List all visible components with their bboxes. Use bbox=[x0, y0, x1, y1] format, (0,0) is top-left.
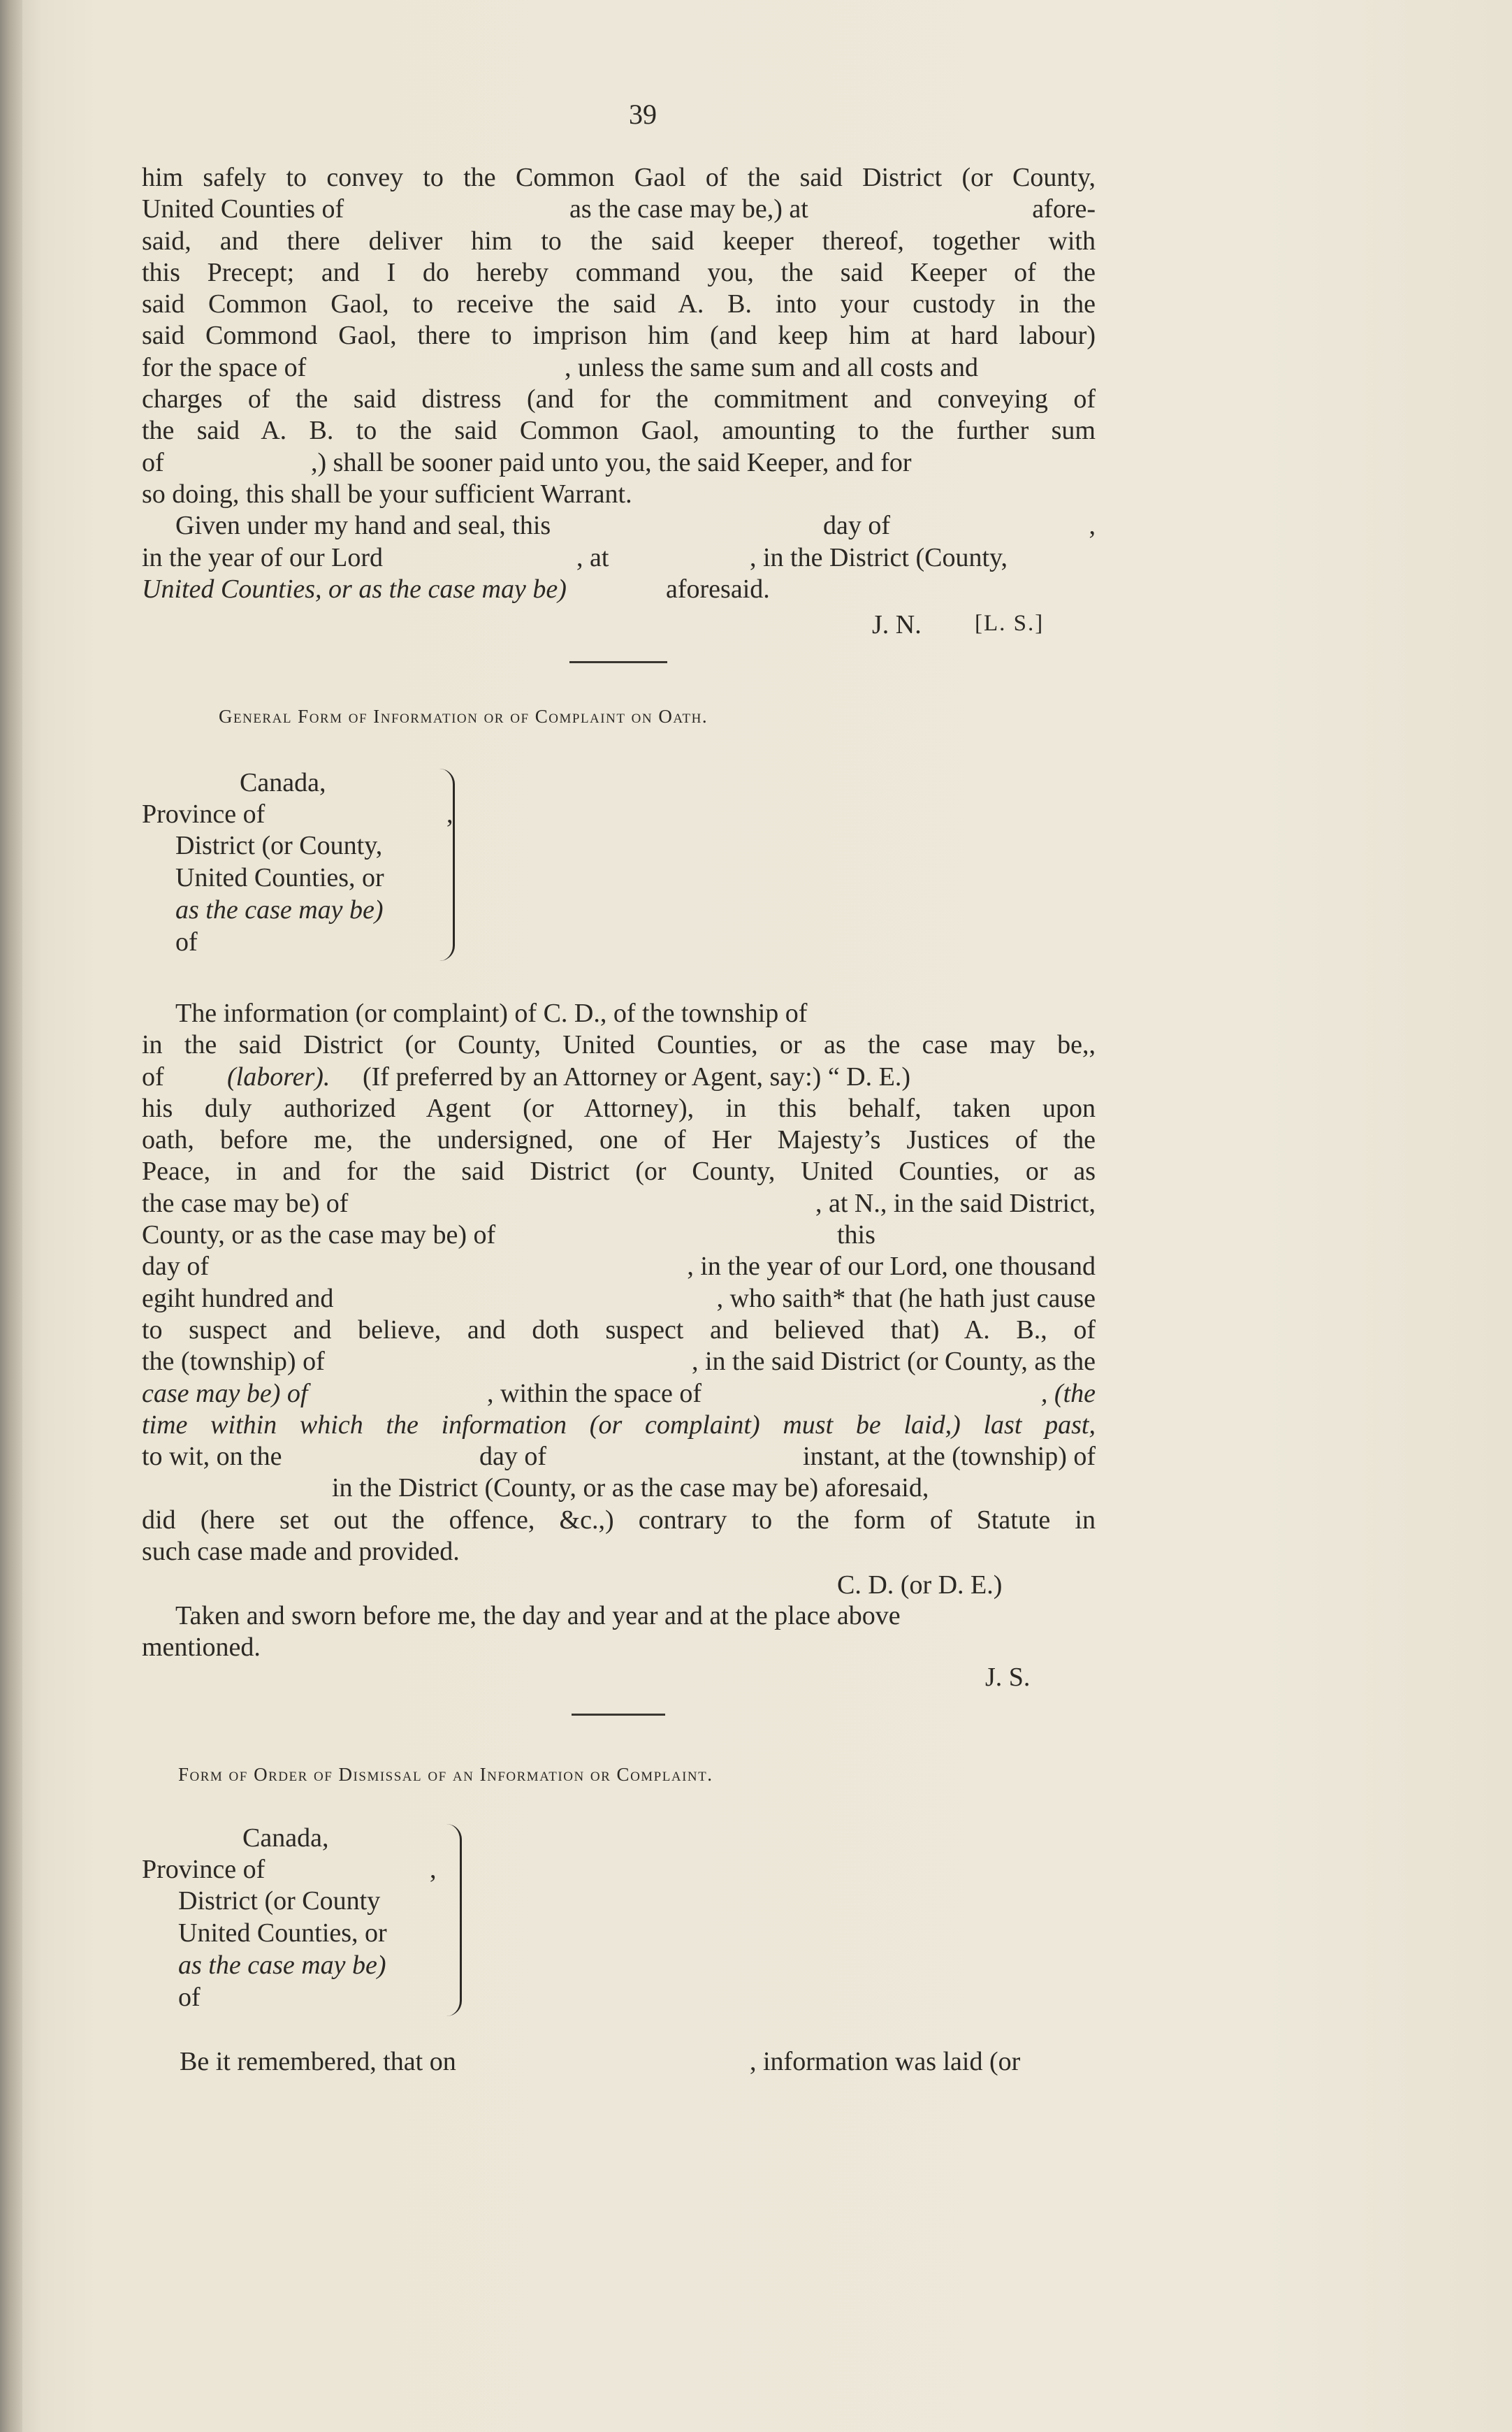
sworn-clause bbox=[142, 1600, 1096, 1664]
warrant-line-1: him safely to convey to the Common Gaol of the said District (or County, bbox=[142, 163, 1096, 192]
warrant-line-6: said Commond Gaol, there to imprison him (and keep him at hard labour) bbox=[142, 321, 1096, 351]
sworn-line-2: mentioned. bbox=[142, 1633, 261, 1663]
info-line-2: in the said District (or County, United Counties, or as the case may be,, bbox=[142, 1030, 1096, 1060]
warrant-line-4: this Precept; and I do hereby command you, the said Keeper of the bbox=[142, 257, 1096, 287]
warrant-line-9: the said A. B. to the said Common Gaol, amounting to the further sum bbox=[142, 416, 1096, 446]
page-number: 39 bbox=[629, 99, 657, 130]
book-spine-shadow bbox=[0, 0, 22, 2432]
warrant-line-5: said Common Gaol, to receive the said A. B. into your custody in the bbox=[142, 289, 1096, 319]
informant-signature: C. D. (or D. E.) bbox=[837, 1570, 1003, 1600]
caption-brace-2 bbox=[442, 1824, 462, 2016]
seal-mark: [L. S.] bbox=[975, 611, 1045, 636]
info-line-10: egiht hundred and , who saith* that (he hath just cause bbox=[142, 1283, 1096, 1313]
warrant-line-7: for the space of , unless the same sum and all costs and bbox=[142, 352, 979, 382]
section-heading-dismissal: Form of Order of Dismissal of an Information or Complaint. bbox=[178, 1764, 713, 1785]
info-line-8: County, or as the case may be) of this bbox=[142, 1220, 875, 1250]
warrant-line-8: charges of the said distress (and for the commitment and conveying of bbox=[142, 384, 1096, 414]
warrant-line-2: United Counties of as the case may be,) at afore- bbox=[142, 194, 1096, 224]
info-line-13: case may be) of , within the space of , (the bbox=[142, 1378, 1096, 1408]
info-line-4: his duly authorized Agent (or Attorney), in this behalf, taken upon bbox=[142, 1093, 1096, 1123]
warrant-line-3: said, and there deliver him to the said keeper thereof, together with bbox=[142, 226, 1096, 256]
warrant-line-10: of ,) shall be sooner paid unto you, the said Keeper, and for bbox=[142, 447, 912, 477]
year-of-lord-line: in the year of our Lord , at , in the District (County, bbox=[142, 542, 1008, 572]
info-line-9: day of , in the year of our Lord, one thousand bbox=[142, 1252, 1096, 1282]
info-line-3: of (laborer). (If preferred by an Attorney or Agent, say:) “ D. E.) bbox=[142, 1062, 910, 1092]
caption-brace bbox=[435, 769, 455, 961]
warrant-line-11: so doing, this shall be your sufficient Warrant. bbox=[142, 479, 632, 509]
info-line-17: did (here set out the offence, &c.,) contrary to the form of Statute in bbox=[142, 1505, 1096, 1535]
united-counties-line: United Counties, or as the case may be) aforesaid. bbox=[142, 574, 770, 604]
information-body bbox=[142, 998, 1096, 1568]
info-line-11: to suspect and believe, and doth suspect and believed that) A. B., of bbox=[142, 1315, 1096, 1345]
given-under-line: Given under my hand and seal, this day of , bbox=[175, 511, 1096, 541]
info-line-7: the case may be) of , at N., in the said District, bbox=[142, 1188, 1096, 1218]
sworn-line-1: Taken and sworn before me, the day and year and at the place above bbox=[175, 1601, 901, 1630]
section-heading-information: General Form of Information or of Complaint on Oath. bbox=[219, 706, 708, 727]
info-line-14: time within which the information (or complaint) must be laid,) last past, bbox=[142, 1410, 1096, 1440]
info-line-18: such case made and provided. bbox=[142, 1537, 460, 1567]
info-line-15: to wit, on the day of instant, at the (township) of bbox=[142, 1442, 1096, 1472]
info-line-5: oath, before me, the undersigned, one of Her Majesty’s Justices of the bbox=[142, 1125, 1096, 1155]
justice-signature: J. S. bbox=[985, 1663, 1031, 1692]
warrant-signature: J. N. bbox=[872, 610, 922, 639]
section-divider-2 bbox=[572, 1714, 665, 1716]
info-line-12: the (township) of , in the said District (or County, as the bbox=[142, 1347, 1096, 1377]
dismissal-body bbox=[142, 2046, 1096, 2078]
section-divider bbox=[569, 661, 667, 663]
info-line-1: The information (or complaint) of C. D., of the township of bbox=[175, 999, 808, 1028]
dismissal-line-1: Be it remembered, that on , information was laid (or bbox=[180, 2047, 1021, 2076]
warrant-text bbox=[142, 162, 1096, 605]
info-line-6: Peace, in and for the said District (or County, United Counties, or as bbox=[142, 1157, 1096, 1187]
info-line-16: in the District (County, or as the case may be) aforesaid, bbox=[332, 1473, 929, 1503]
